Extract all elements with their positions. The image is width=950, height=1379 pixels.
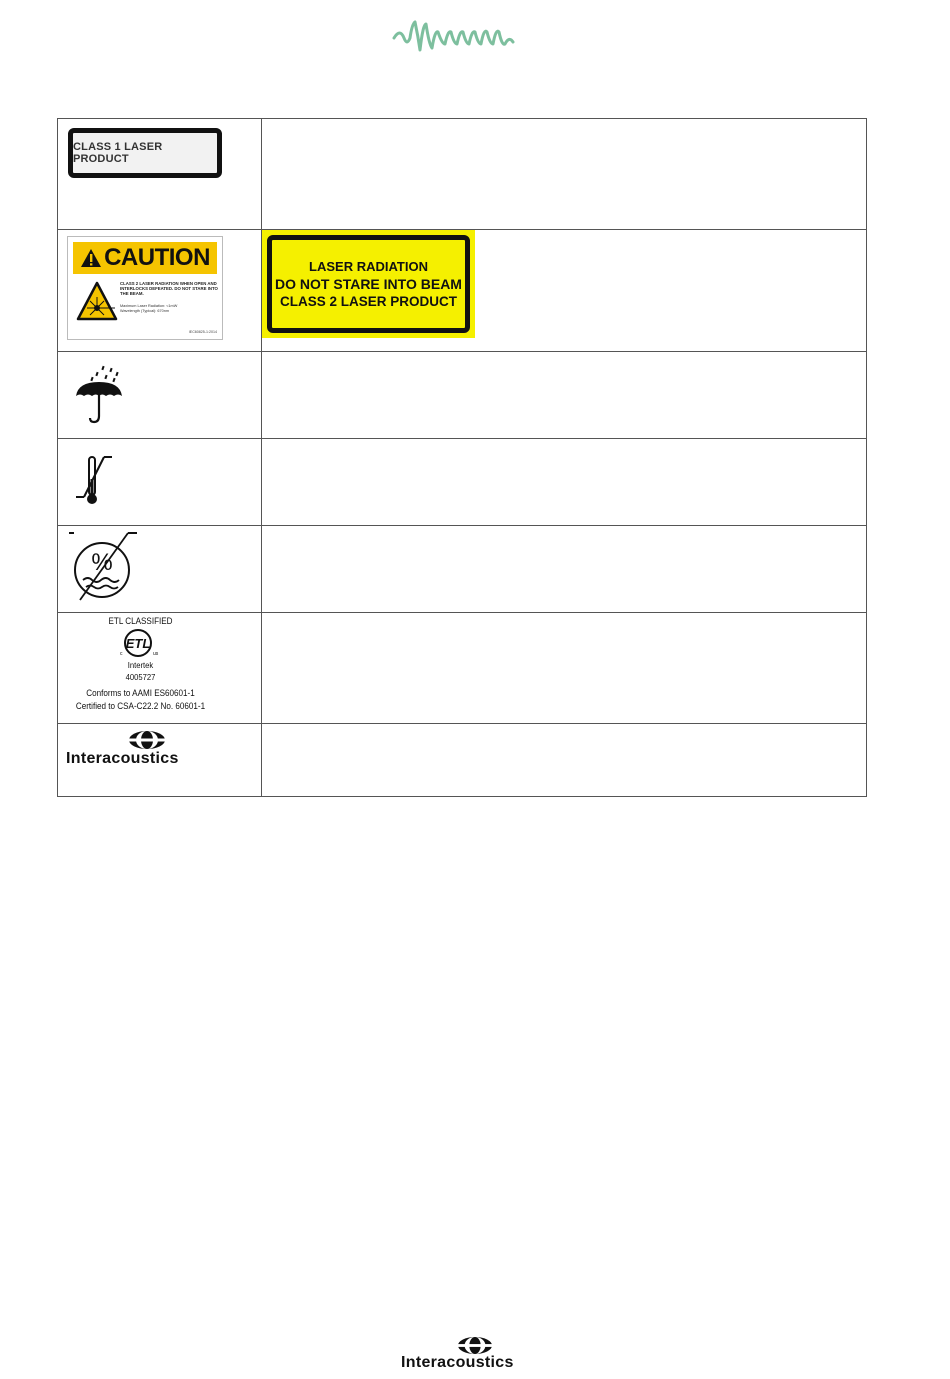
description-cell [262,613,867,724]
etl-certified: Certified to CSA-C22.2 No. 60601-1 [75,701,206,711]
table-row [58,230,867,352]
etl-number: 4005727 [125,672,156,682]
description-cell [262,724,867,797]
description-cell [262,526,867,613]
table-row [58,724,867,797]
symbol-cell [58,119,262,230]
caution-wavelength: Wavelength (Typical): 670nm [120,309,170,313]
symbol-cell [58,724,262,797]
caution-standard: IEC60825-1:2014 [188,330,217,334]
svg-text:ETL: ETL [125,636,151,651]
class1-laser-label: CLASS 1 LASER PRODUCT [68,128,222,178]
etl-classified-text: ETL CLASSIFIED [108,616,173,626]
caution-label [67,236,223,340]
table-row [58,613,867,724]
humidity-limit-icon [66,530,148,606]
laser-radiation-line3: CLASS 2 LASER PRODUCT [279,293,458,309]
symbols-table [57,118,867,797]
etl-conforms: Conforms to AAMI ES60601-1 [86,688,195,698]
etl-certification [58,613,261,723]
caution-specs [120,304,220,314]
laser-radiation-line1: LASER RADIATION [309,258,428,274]
caution-max-power: Maximum Laser Radiation: <1mW [120,304,178,308]
table-row [58,119,867,230]
laser-radiation-label [262,230,475,338]
symbol-cell [58,230,262,352]
description-cell [262,439,867,526]
table-row [58,352,867,439]
svg-text:%: % [91,549,113,576]
description-cell [262,119,867,230]
laser-radiation-line2: DO NOT STARE INTO BEAM [275,275,462,292]
description-cell [262,230,867,352]
warning-triangle-icon [80,248,102,268]
description-cell [262,352,867,439]
laser-hazard-icon [76,281,118,321]
temperature-limit-icon [74,451,114,507]
keep-dry-umbrella-icon [72,364,128,426]
table-row [58,526,867,613]
etl-mark-icon [116,627,160,659]
caution-body: CLASS 2 LASER RADIATION WHEN OPEN AND INTERLOCKS DEFEATED. DO NOT STARE INTO THE BEAM. [120,281,218,296]
table-row [58,439,867,526]
caution-title: CAUTION [104,244,210,271]
symbol-cell [58,613,262,724]
symbol-cell [58,439,262,526]
interacoustics-logo-icon [457,1336,493,1355]
interacoustics-logo-icon [128,730,166,750]
footer-logo [400,1336,550,1376]
interacoustics-logo-text: Interacoustics [66,750,179,767]
laser-radiation-frame [267,235,470,333]
svg-text:c: c [120,651,123,657]
footer-logo-text: Interacoustics [401,1354,514,1371]
symbol-cell [58,526,262,613]
symbol-cell [58,352,262,439]
waveform-icon [392,18,552,54]
svg-text:us: us [153,651,159,657]
caution-header [73,242,217,274]
etl-brand: Intertek [127,660,154,670]
